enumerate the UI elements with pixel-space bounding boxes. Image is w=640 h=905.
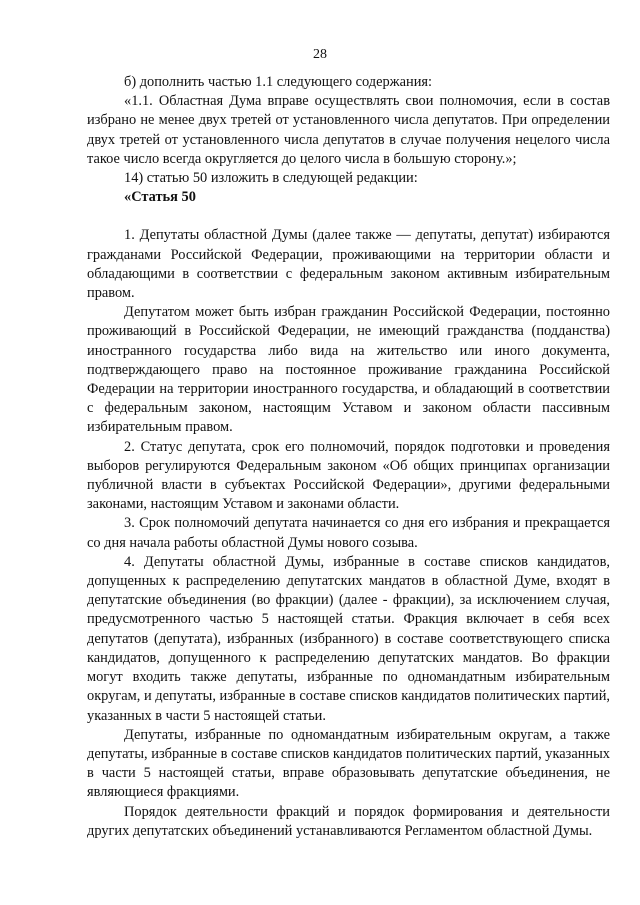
paragraph-article-part-3: 3. Срок полномочий депутата начинается со дня его избрания и прекращается со дня начала работы областной Думы нового созыва. [87,515,610,551]
paragraph-part-1-1: «1.1. Областная Дума вправе осуществлять свои полномочия, если в состав избрано не менее двух третей от установленного числа депутатов. При определении двух третей от установленного числа депутатов в случае получения нецелого числа такое число всегда округляется до целого числа в большую сторону.»; [87,93,610,167]
paragraph-article-part-2: 2. Статус депутата, срок его полномочий, порядок подготовки и проведения выборов регулируются Федеральным законом «Об общих принципах организации публичной власти в субъектах Российской Федерации», другими федеральными законами, настоящим Уставом и законами области. [87,438,610,513]
paragraph-article-part-4: 4. Депутаты областной Думы, избранные в составе списков кандидатов, допущенных к распределению депутатских мандатов в областной Думе, входят в депутатские объединения (во фракции) (далее - фракции), за исключением случая, предусмотренного частью 5 настоящей статьи. Фракция включает в себя всех депутатов (депутата), избранных (избранного) в составе соответствующего списка кандидатов, допущенного к распределению депутатских мандатов. Во фракции могут входить также депутаты, избранные по одномандатным избирательным округам, и депутаты, избранные в составе списков кандидатов политических партий, указанных в части 5 настоящей статьи. [87,553,610,724]
article-heading: «Статья 50 [124,189,196,206]
paragraph-article-part-4-second: Депутаты, избранные по одномандатным избирательным округам, а также депутаты, избранные в составе списков кандидатов политических партий, указанных в части 5 настоящей статьи, вправе образовывать депутатские объединения, не являющиеся фракциями. [87,726,610,801]
paragraph-article-part-1: 1. Депутаты областной Думы (далее также — депутаты, депутат) избираются гражданами Российской Федерации, проживающими на территории области и обладающими в соответствии с федеральным законом активным избирательным правом. [87,227,610,302]
paragraph-article-part-4-third: Порядок деятельности фракций и порядок формирования и деятельности других депутатских объединений устанавливаются Регламентом областной Думы. [87,803,610,839]
paragraph-article-part-1-second: Депутатом может быть избран гражданин Российской Федерации, постоянно проживающий в Российской Федерации, не имеющий гражданства (подданства) иностранного государства либо вида на жительство или иного документа, подтверждающего право на постоянное проживание гражданина Российской Федерации на территории иностранного государства, и обладающий в соответствии с федеральным законом, настоящим Уставом и законом области пассивным избирательным правом. [87,304,610,436]
document-body [87,73,610,841]
paragraph-item-14: 14) статью 50 изложить в следующей редакции: [124,170,418,187]
paragraph-b-add-part: б) дополнить частью 1.1 следующего содержания: [124,74,433,90]
page-number: 28 [313,47,327,62]
